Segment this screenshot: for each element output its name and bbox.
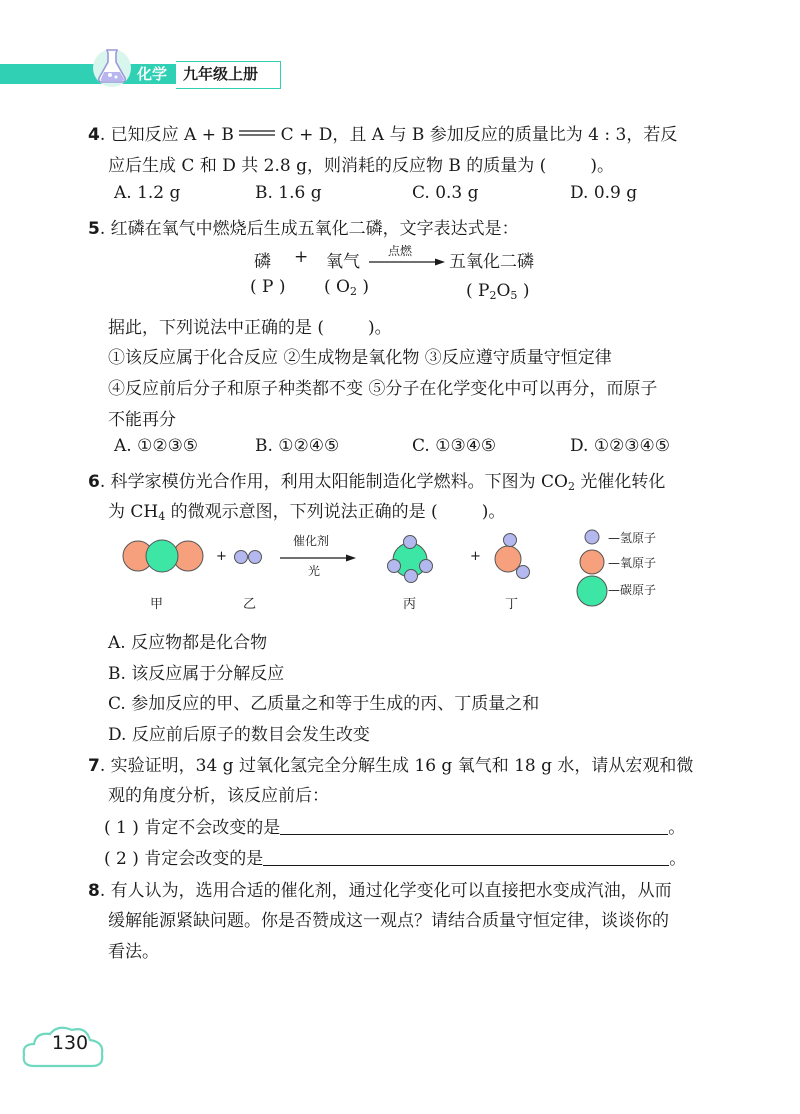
q4-text-b: C + D，且 A 与 B 参加反应的质量比为 4 : 3，若反 bbox=[275, 125, 678, 145]
q6-option-d: D. 反应前后原子的数目会发生改变 bbox=[108, 725, 370, 745]
q7-sub1 bbox=[104, 813, 685, 838]
q5-statements-3: 不能再分 bbox=[108, 410, 176, 430]
q6-text-2b: 的微观示意图，下列说法正确的是 ( bbox=[165, 502, 438, 522]
q5-formula-o2-sub: 2 bbox=[349, 285, 357, 298]
q5-prompt bbox=[108, 313, 392, 338]
page-number: 130 bbox=[51, 1032, 89, 1054]
label-yi: 乙 bbox=[243, 597, 257, 612]
q5-reactant2: 氧气 bbox=[326, 252, 360, 272]
molecule-jia bbox=[123, 540, 203, 572]
q8-text-1: . 有人认为，选用合适的催化剂，通过化学变化可以直接把水变成汽油，从而 bbox=[99, 881, 672, 901]
header-subject: 化学 bbox=[137, 65, 168, 83]
legend-hydrogen-label: —氢原子 bbox=[608, 531, 657, 545]
legend-oxygen-atom bbox=[580, 550, 604, 574]
q5-formula-p2o5-sub2: 5 bbox=[510, 289, 518, 302]
q6-option-c: C. 参加反应的甲、乙质量之和等于生成的丙、丁质量之和 bbox=[108, 694, 540, 714]
q5-reactant1: 磷 bbox=[254, 252, 271, 272]
q5-option-c: C. ①③④⑤ bbox=[412, 436, 497, 456]
q5-option-a: A. ①②③⑤ bbox=[114, 436, 199, 456]
flask-icon bbox=[90, 44, 134, 88]
q5-statements-1: ①该反应属于化合反应 ②生成物是氧化物 ③反应遵守质量守恒定律 bbox=[108, 348, 612, 368]
equals-arrow-icon bbox=[239, 128, 275, 138]
q4-text-a: . 已知反应 A + B bbox=[99, 125, 240, 145]
q6-text-1b: 光催化转化 bbox=[575, 472, 666, 492]
q6-line1 bbox=[88, 467, 665, 492]
diagram-arrowhead bbox=[346, 555, 356, 562]
q5-line1 bbox=[88, 214, 519, 239]
q7-sub1-text: ( 1 ) 肯定不会改变的是 bbox=[104, 818, 281, 838]
hydrogen-atom bbox=[420, 560, 433, 573]
q6-text-2-end: )。 bbox=[481, 502, 506, 522]
q7-text-1: . 实验证明，34 g 过氧化氢完全分解生成 16 g 氧气和 18 g 水，请从宏观和微 bbox=[99, 756, 694, 776]
q5-condition: 点燃 bbox=[388, 244, 413, 258]
q4-option-c: C. 0.3 g bbox=[412, 183, 479, 203]
q7-line2: 观的角度分析，该反应前后： bbox=[108, 786, 329, 806]
q5-formula-p2o5-mid: O bbox=[496, 281, 511, 301]
q7-sub2-end: 。 bbox=[669, 849, 687, 869]
q4-text-2-end: )。 bbox=[590, 156, 614, 176]
molecule-bing bbox=[388, 536, 433, 583]
q4-line2 bbox=[108, 151, 614, 176]
q5-product: 五氧化二磷 bbox=[449, 252, 534, 272]
q6-text-1a: . 科学家模仿光合作用，利用太阳能制造化学燃料。下图为 CO bbox=[99, 472, 568, 492]
q6-number: 6 bbox=[88, 472, 100, 492]
legend-carbon-atom bbox=[577, 576, 607, 606]
hydrogen-atom bbox=[504, 534, 517, 547]
q6-line2 bbox=[108, 497, 505, 522]
hydrogen-atom bbox=[249, 551, 262, 564]
q4-text-2: 应后生成 C 和 D 共 2.8 g，则消耗的反应物 B 的质量为 ( bbox=[108, 156, 547, 176]
plus-sign-2: + bbox=[470, 549, 481, 564]
label-ding: 丁 bbox=[505, 597, 519, 612]
legend-hydrogen-atom bbox=[585, 530, 599, 544]
q4-line1 bbox=[88, 120, 677, 145]
q5-option-d: D. ①②③④⑤ bbox=[570, 436, 671, 456]
q4-number: 4 bbox=[88, 125, 100, 145]
molecule-ding bbox=[495, 534, 530, 579]
oxygen-atom bbox=[495, 546, 521, 572]
header-grade: 九年级上册 bbox=[183, 65, 259, 83]
q7-sub2 bbox=[104, 844, 686, 869]
q7-sub2-text: ( 2 ) 肯定会改变的是 bbox=[104, 849, 264, 869]
q5-formula-p2o5-pre: ( P bbox=[466, 281, 490, 301]
q5-prompt-text: 据此，下列说法中正确的是 ( bbox=[108, 318, 325, 338]
hydrogen-atom bbox=[388, 560, 401, 573]
q5-formula-p2o5-post: ) bbox=[517, 281, 530, 301]
q7-sub1-answer-line[interactable] bbox=[280, 818, 668, 835]
q5-statements-2: ④反应前后分子和原子种类都不变 ⑤分子在化学变化中可以再分，而原子 bbox=[108, 379, 658, 399]
light-label: 光 bbox=[308, 564, 321, 578]
q5-number: 5 bbox=[88, 219, 100, 239]
q7-sub1-end: 。 bbox=[668, 818, 686, 838]
molecule-yi bbox=[235, 551, 262, 564]
q6-molecule-diagram bbox=[110, 526, 710, 616]
q7-number: 7 bbox=[88, 756, 100, 776]
hydrogen-atom bbox=[235, 551, 248, 564]
q5-plus: + bbox=[294, 247, 309, 267]
q5-option-b: B. ①②④⑤ bbox=[255, 436, 340, 456]
q4-option-d: D. 0.9 g bbox=[570, 183, 638, 203]
q5-formula-p2o5 bbox=[466, 281, 529, 301]
reaction-arrow-icon bbox=[369, 257, 445, 267]
legend-carbon-label: —碳原子 bbox=[608, 583, 657, 597]
q5-formula-p: ( P ) bbox=[250, 277, 286, 297]
carbon-atom bbox=[146, 540, 178, 572]
q5-formula-p2o5-sub1: 2 bbox=[489, 289, 497, 302]
label-bing: 丙 bbox=[403, 597, 417, 612]
q6-option-a: A. 反应物都是化合物 bbox=[108, 633, 268, 653]
q8-line3: 看法。 bbox=[108, 942, 159, 962]
q6-text-1-sub: 2 bbox=[568, 480, 575, 493]
q7-sub2-answer-line[interactable] bbox=[263, 849, 669, 866]
q6-text-2a: 为 CH bbox=[108, 502, 159, 522]
q7-line1 bbox=[88, 751, 693, 776]
q5-text-1: . 红磷在氧气中燃烧后生成五氧化二磷，文字表达式是： bbox=[99, 219, 519, 239]
plus-sign-1: + bbox=[216, 549, 227, 564]
q5-formula-o2 bbox=[324, 277, 369, 297]
q5-formula-o2-pre: ( O bbox=[324, 277, 350, 297]
q5-formula-o2-post: ) bbox=[356, 277, 370, 297]
hydrogen-atom bbox=[517, 566, 530, 579]
q8-line1 bbox=[88, 876, 672, 901]
q8-line2: 缓解能源紧缺问题。你是否赞成这一观点？请结合质量守恒定律，谈谈你的 bbox=[108, 911, 669, 931]
q5-prompt-end: )。 bbox=[368, 318, 392, 338]
catalyst-label: 催化剂 bbox=[293, 534, 330, 548]
legend-oxygen-label: —氧原子 bbox=[608, 556, 657, 570]
q6-text-2-sub: 4 bbox=[158, 510, 166, 523]
q8-number: 8 bbox=[88, 881, 100, 901]
hydrogen-atom bbox=[405, 570, 418, 583]
hydrogen-atom bbox=[404, 536, 417, 549]
q4-option-a: A. 1.2 g bbox=[114, 183, 181, 203]
q6-option-b: B. 该反应属于分解反应 bbox=[108, 664, 285, 684]
label-jia: 甲 bbox=[150, 597, 164, 612]
q4-option-b: B. 1.6 g bbox=[255, 183, 322, 203]
